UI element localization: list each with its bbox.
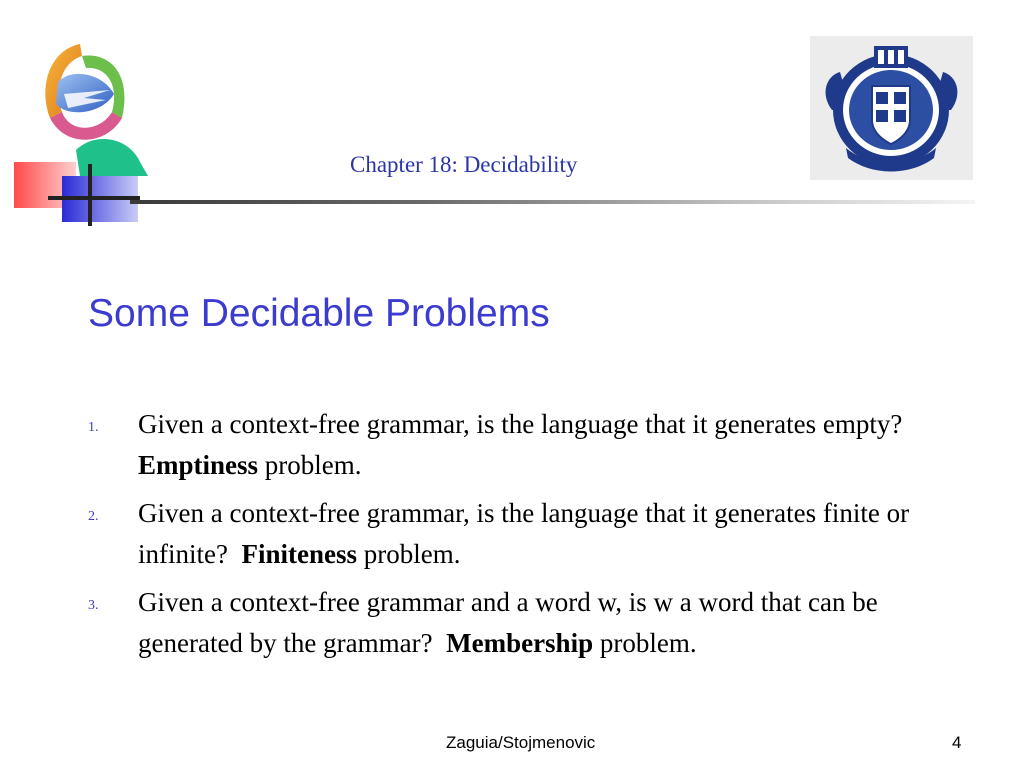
problem-list xyxy=(88,404,988,671)
list-item xyxy=(88,493,988,575)
list-item-number: 2. xyxy=(88,509,99,524)
list-item-text: Given a context-free grammar, is the language that it generates empty? xyxy=(138,409,903,439)
header-title: Chapter 18: Decidability xyxy=(350,152,578,177)
header-divider xyxy=(130,200,975,204)
list-item-tail: problem. xyxy=(599,628,697,658)
list-item-number: 1. xyxy=(88,420,99,435)
decorative-logo-icon xyxy=(10,38,150,228)
list-item xyxy=(88,404,988,486)
list-item-text: Given a context-free grammar and a word w, is w a word that can be generated by the grammar? xyxy=(138,587,878,658)
list-item-tail: problem. xyxy=(363,539,461,569)
list-item-text: Given a context-free grammar, is the language that it generates finite or infinite? xyxy=(138,498,910,569)
list-item xyxy=(88,582,988,664)
footer-authors: Zaguia/Stojmenovic xyxy=(446,733,596,752)
list-item-keyword: Emptiness xyxy=(138,450,259,480)
list-item-keyword: Finiteness xyxy=(241,539,357,569)
list-item-number: 3. xyxy=(88,598,99,613)
list-item-tail: problem. xyxy=(264,450,362,480)
page-number: 4 xyxy=(952,733,962,752)
university-crest-icon xyxy=(810,36,973,180)
slide-title: Some Decidable Problems xyxy=(88,292,550,335)
list-item-keyword: Membership xyxy=(446,628,594,658)
